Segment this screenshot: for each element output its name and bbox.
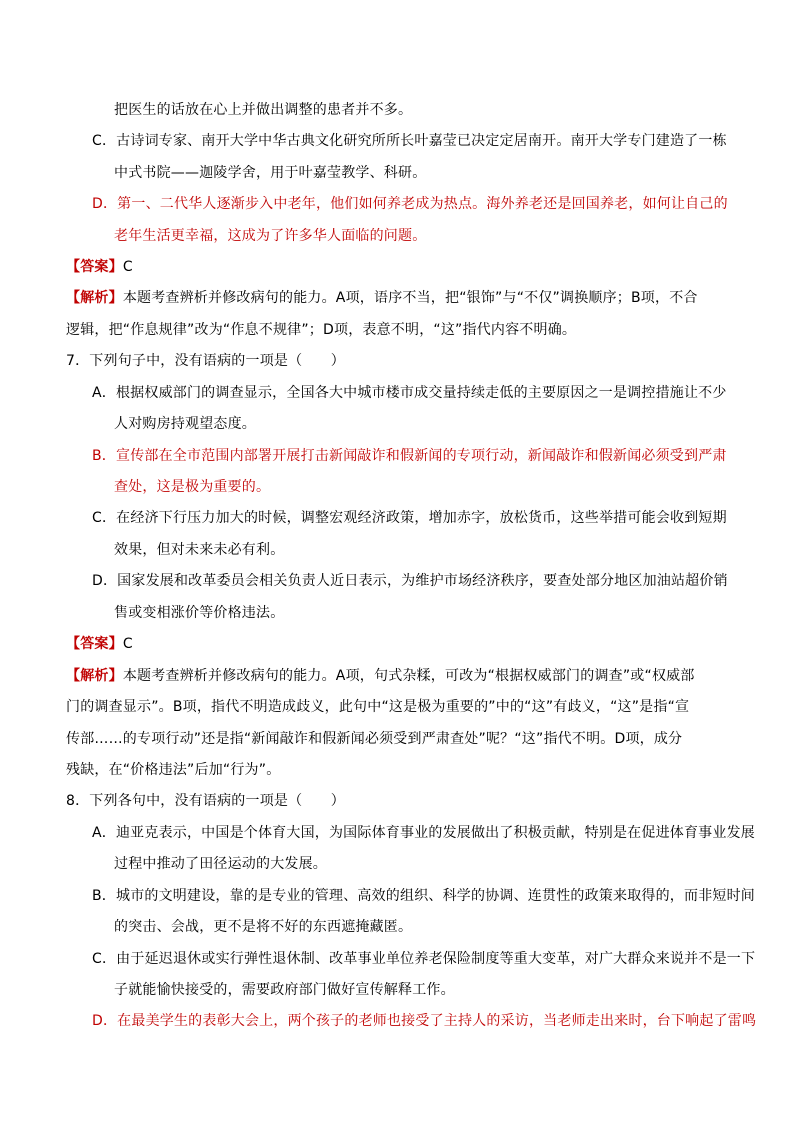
q8-option-b: B．城市的文明建设，靠的是专业的管理、高效的组织、科学的协调、连贯性的政策来取得的，而非短时间: [92, 888, 756, 904]
q7-option-b-continuation: 查处，这是极为重要的。: [114, 479, 271, 495]
q7-option-d: D．国家发展和改革委员会相关负责人近日表示，为维护市场经济秩序，要查处部分地区加油站超价销: [92, 573, 728, 589]
q8-option-a: A．迪亚克表示，中国是个体育大国，为国际体育事业的发展做出了积极贡献，特别是在促进体育事业发展: [92, 825, 755, 841]
q7-option-a: A．根据权威部门的调查显示，全国各大中城市楼市成交量持续走低的主要原因之一是调控措施让不少: [92, 385, 727, 401]
q6-analysis-line-2: 逻辑，把“作息规律”改为“作息不规律”；D项，表意不明，“这”指代内容不明确。: [66, 322, 577, 338]
analysis-tag: 【解析】: [66, 668, 123, 684]
q8-option-a-continuation: 过程中推动了田径运动的大发展。: [114, 856, 327, 872]
q6-option-c-continuation: 中式书院——迦陵学舍，用于叶嘉莹教学、科研。: [114, 165, 427, 181]
q6-option-b-continuation: 把医生的话放在心上并做出调整的患者并不多。: [114, 102, 413, 118]
q8-option-b-continuation: 的突击、会战，更不是将不好的东西遮掩藏匿。: [114, 919, 413, 935]
q7-option-b: B．宣传部在全市范围内部署开展打击新闻敲诈和假新闻的专项行动，新闻敲诈和假新闻必须受到严肃: [92, 448, 727, 464]
q7-analysis-line-2: 门的调查显示”。B项，指代不明造成歧义，此句中“这是极为重要的”中的“这”有歧义，“这”是指“宣: [66, 699, 690, 715]
analysis-text: 本题考查辨析并修改病句的能力。A项，语序不当，把“银饰”与“不仅”调换顺序；B项，不合: [122, 290, 698, 306]
q7-stem: 7．下列句子中，没有语病的一项是（ ）: [66, 353, 345, 369]
q6-option-c: C．古诗词专家、南开大学中华古典文化研究所所长叶嘉莹已决定定居南开。南开大学专门建造了一栋: [92, 133, 727, 149]
q8-stem: 8．下列各句中，没有语病的一项是（ ）: [66, 793, 345, 809]
answer-tag: 【答案】: [66, 259, 123, 275]
q8-option-c-continuation: 子就能愉快接受的，需要政府部门做好宣传解释工作。: [114, 982, 455, 998]
q7-analysis-line-3: 传部……的专项行动”还是指“新闻敲诈和假新闻必须受到严肃查处”呢？“这”指代不明。D项，成分: [66, 731, 683, 747]
answer-tag: 【答案】: [66, 636, 123, 652]
answer-value: C: [122, 259, 133, 275]
q7-option-c-continuation: 效果，但对未来未必有利。: [114, 542, 285, 558]
q7-option-a-continuation: 人对购房持观望态度。: [114, 416, 256, 432]
q6-option-d-continuation: 老年生活更幸福，这成为了许多华人面临的问题。: [114, 228, 427, 244]
analysis-tag: 【解析】: [66, 290, 123, 306]
q7-option-c: C．在经济下行压力加大的时候，调整宏观经济政策，增加赤字，放松货币，这些举措可能会收到短期: [92, 510, 727, 526]
q6-option-d: D．第一、二代华人逐渐步入中老年，他们如何养老成为热点。海外养老还是回国养老，如何让自己的: [92, 196, 728, 212]
q7-analysis-line-4: 残缺，在“价格违法”后加“行为”。: [66, 762, 281, 778]
q7-analysis-line-1: [66, 666, 695, 686]
q7-answer: [66, 634, 133, 654]
answer-value: C: [122, 636, 133, 652]
q6-answer: [66, 257, 133, 277]
q7-option-d-continuation: 售或变相涨价等价格违法。: [114, 605, 285, 621]
q8-option-c: C．由于延迟退休或实行弹性退休制、改革事业单位养老保险制度等重大变革，对广大群众来说并不是一下: [92, 951, 756, 967]
analysis-text: 本题考查辨析并修改病句的能力。A项，句式杂糅，可改为“根据权威部门的调查”或“权威部: [122, 668, 695, 684]
q8-option-d: D．在最美学生的表彰大会上，两个孩子的老师也接受了主持人的采访，当老师走出来时，台下响起了雷鸣: [92, 1013, 757, 1029]
q6-analysis-line-1: [66, 288, 698, 308]
